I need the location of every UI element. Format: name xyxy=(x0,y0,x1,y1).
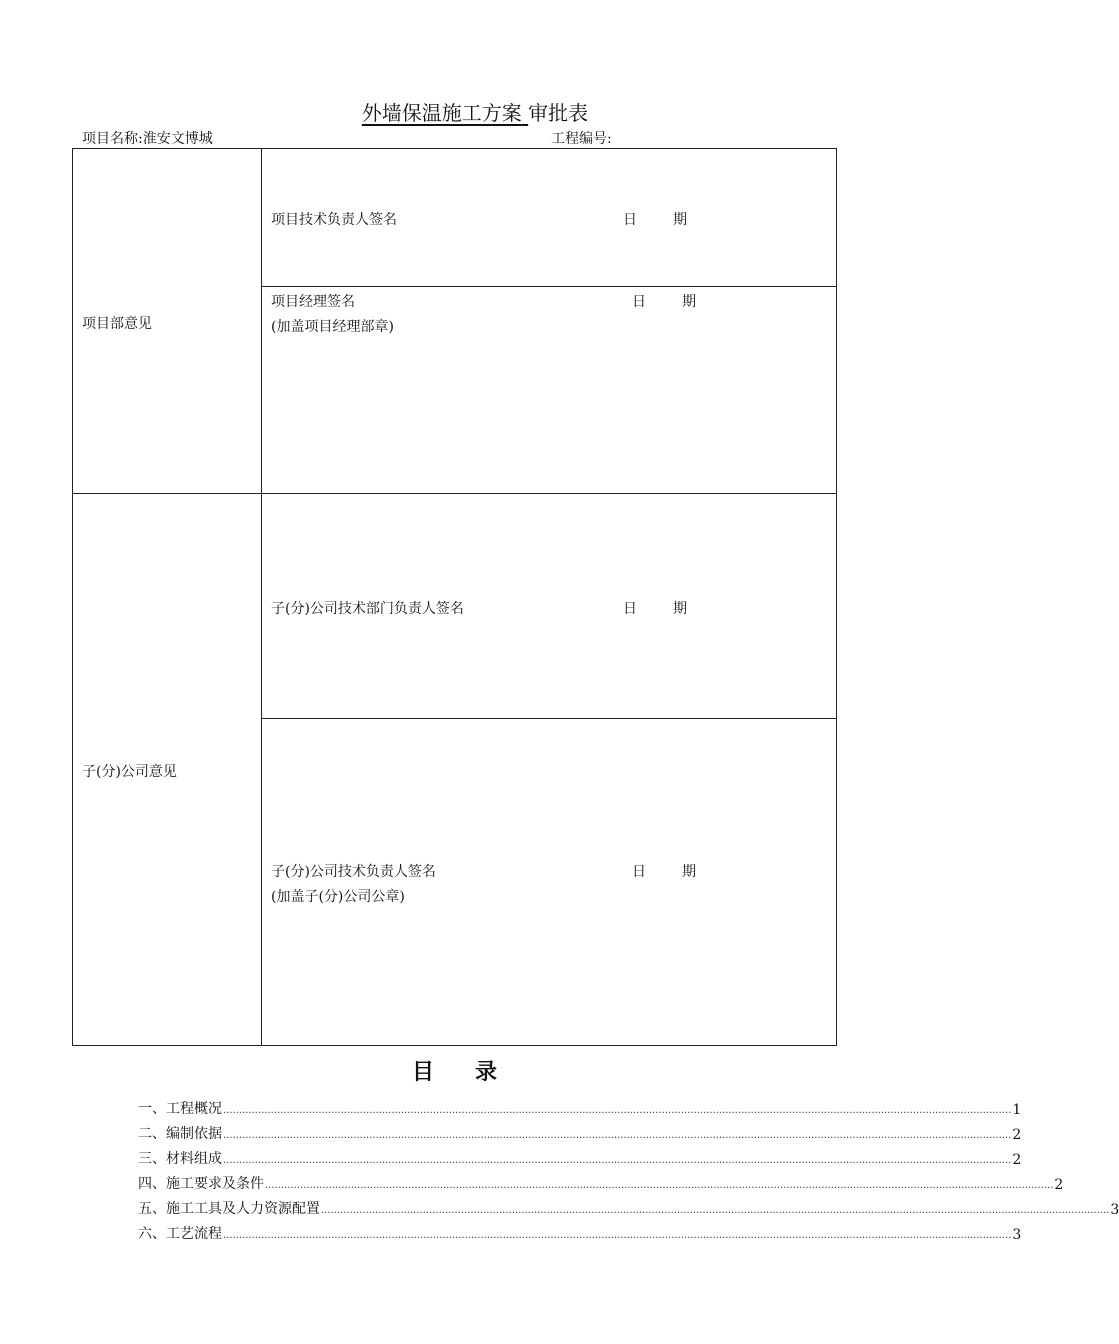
title-main: 外墙保温施工方案 xyxy=(361,101,522,125)
row-divider-1 xyxy=(261,286,837,287)
date-label: 日 期 xyxy=(623,601,687,617)
row-divider-2 xyxy=(261,718,837,719)
project-number-label: 工程编号: xyxy=(551,131,612,147)
project-manager-stamp-note: (加盖项目经理部章) xyxy=(271,319,394,335)
project-manager-signature-label: 项目经理签名 xyxy=(271,294,355,310)
toc-item[interactable]: 四、施工要求及条件 ........................................................................................................................................................................................................................................................ 2 xyxy=(138,1176,1064,1193)
subsidiary-tech-signature-label: 子(分)公司技术负责人签名 xyxy=(271,864,436,880)
page-title xyxy=(0,97,950,126)
toc-title: 目 录 xyxy=(411,1059,499,1085)
column-divider xyxy=(261,148,262,1046)
toc-item[interactable]: 六、工艺流程 ........................................................................................................................................................................................................................................................ 3 xyxy=(138,1226,1022,1243)
date-label: 日 期 xyxy=(623,212,687,228)
subsidiary-tech-dept-signature-label: 子(分)公司技术部门负责人签名 xyxy=(271,601,464,617)
date-label: 日 期 xyxy=(632,864,696,880)
subsidiary-stamp-note: (加盖子(分)公司公章) xyxy=(271,889,405,905)
project-tech-signature-label: 项目技术负责人签名 xyxy=(271,212,397,228)
form-frame xyxy=(72,148,837,1046)
toc-item[interactable]: 五、施工工具及人力资源配置 ........................................................................................................................................................................................................................................................ 3 xyxy=(138,1201,1119,1218)
subsidiary-label: 子(分)公司意见 xyxy=(82,764,177,780)
section-divider xyxy=(72,493,837,494)
toc-item[interactable]: 三、材料组成 ........................................................................................................................................................................................................................................................ 2 xyxy=(138,1151,1022,1168)
project-name: 项目名称:淮安文博城 xyxy=(82,131,213,147)
date-label: 日 期 xyxy=(632,294,696,310)
toc-item[interactable]: 一、工程概况 ........................................................................................................................................................................................................................................................ 1 xyxy=(138,1101,1022,1118)
toc-item[interactable]: 二、编制依据 ........................................................................................................................................................................................................................................................ 2 xyxy=(138,1126,1022,1143)
title-suffix: 审批表 xyxy=(528,101,589,125)
project-dept-label: 项目部意见 xyxy=(82,316,152,332)
